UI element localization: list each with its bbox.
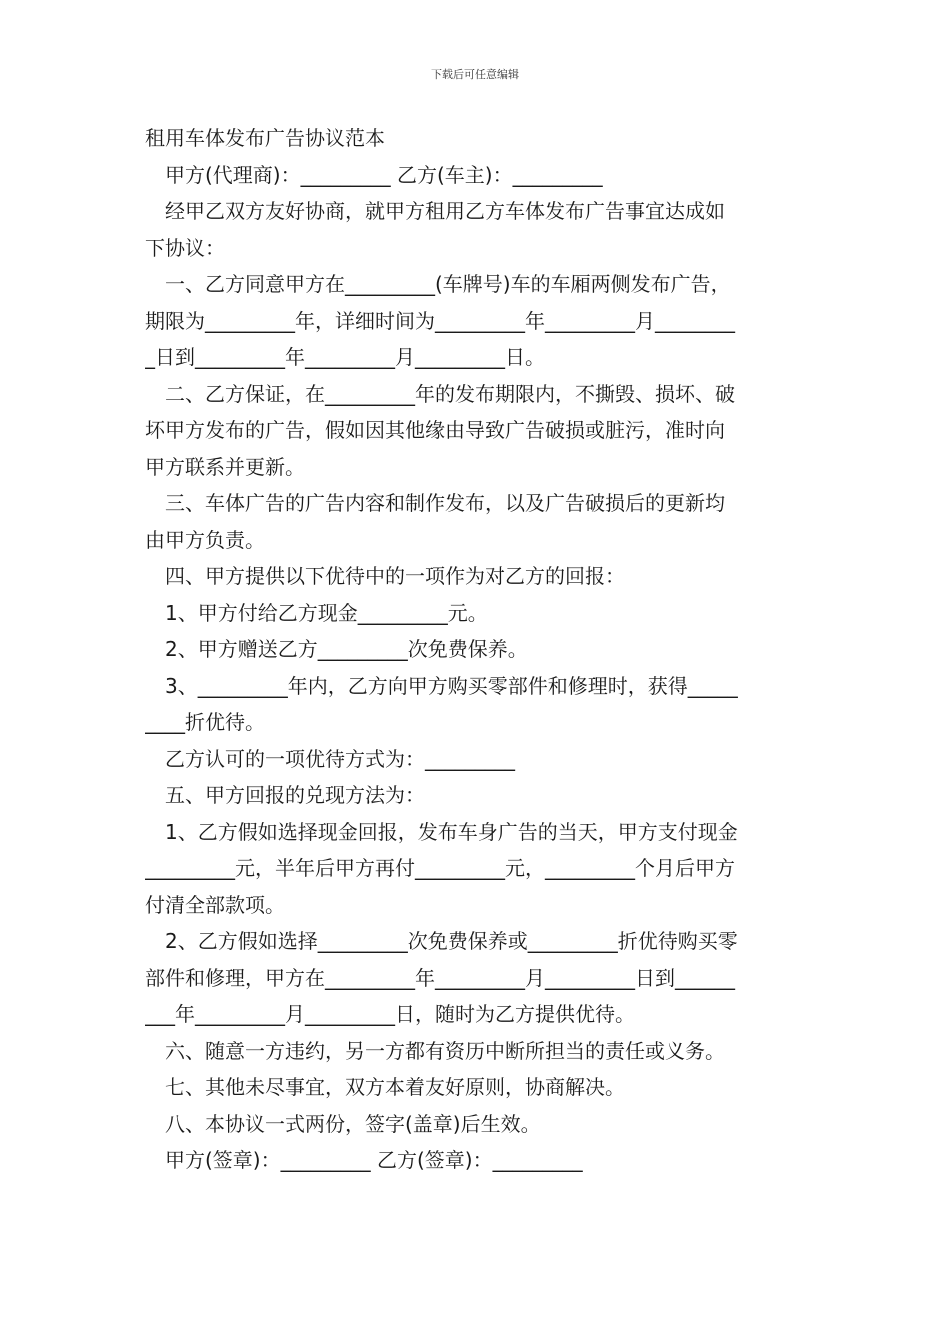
document-line: 七、其他未尽事宜，双方本着友好原则，协商解决。 bbox=[165, 1075, 625, 1099]
document-line: 甲方(签章)：_________ 乙方(签章)：_________ bbox=[165, 1148, 583, 1172]
document-line: 六、随意一方违约，另一方都有资历中断所担当的责任或义务。 bbox=[165, 1038, 725, 1063]
document-line: ___年_________月_________日，随时为乙方提供优待。 bbox=[145, 1002, 635, 1026]
document-body bbox=[145, 120, 810, 1179]
document-line: ____折优待。 bbox=[145, 710, 265, 734]
document-line: 经甲乙双方友好协商，就甲方租用乙方车体发布广告事宜达成如 bbox=[165, 199, 725, 223]
document-line: 乙方认可的一项优待方式为：_________ bbox=[165, 746, 515, 771]
document-line: 一、乙方同意甲方在_________(车牌号)车的车厢两侧发布广告， bbox=[165, 272, 731, 296]
document-line: 甲方(代理商)：_________ 乙方(车主)：_________ bbox=[165, 162, 603, 187]
document-line: 付清全部款项。 bbox=[145, 892, 285, 917]
document-line: 1、乙方假如选择现金回报，发布车身广告的当天，甲方支付现金 bbox=[165, 819, 738, 844]
document-line: 2、甲方赠送乙方_________次免费保养。 bbox=[165, 637, 528, 661]
document-line: 三、车体广告的广告内容和制作发布，以及广告破损后的更新均 bbox=[165, 491, 725, 515]
document-line: 由甲方负责。 bbox=[145, 527, 265, 552]
document-line: 3、_________年内，乙方向甲方购买零部件和修理时，获得_____ bbox=[165, 673, 738, 698]
document-line: 四、甲方提供以下优待中的一项作为对乙方的回报： bbox=[165, 564, 625, 588]
document-line: 2、乙方假如选择_________次免费保养或_________折优待购买零 bbox=[165, 929, 738, 953]
document-line: 期限为_________年，详细时间为_________年_________月________ bbox=[145, 308, 735, 333]
document-title: 租用车体发布广告协议范本 bbox=[145, 126, 385, 150]
document-line: 八、本协议一式两份，签字(盖章)后生效。 bbox=[165, 1111, 541, 1136]
header-note: 下载后可任意编辑 bbox=[431, 68, 519, 81]
document-line: 甲方联系并更新。 bbox=[145, 454, 305, 479]
document-line: 坏甲方发布的广告，假如因其他缘由导致广告破损或脏污，准时向 bbox=[145, 418, 725, 442]
document-line: 下协议： bbox=[145, 235, 225, 260]
document-line: 二、乙方保证，在_________年的发布期限内，不撕毁、损坏、破 bbox=[165, 381, 735, 406]
document-line: 五、甲方回报的兑现方法为： bbox=[165, 783, 425, 807]
document-line: 部件和修理，甲方在_________年_________月_________日到______ bbox=[145, 965, 735, 990]
document-line: _________元，半年后甲方再付_________元，_________个月后甲方 bbox=[145, 856, 735, 880]
document-line: 1、甲方付给乙方现金_________元。 bbox=[165, 600, 488, 625]
document-line: _日到_________年_________月_________日。 bbox=[145, 345, 545, 369]
